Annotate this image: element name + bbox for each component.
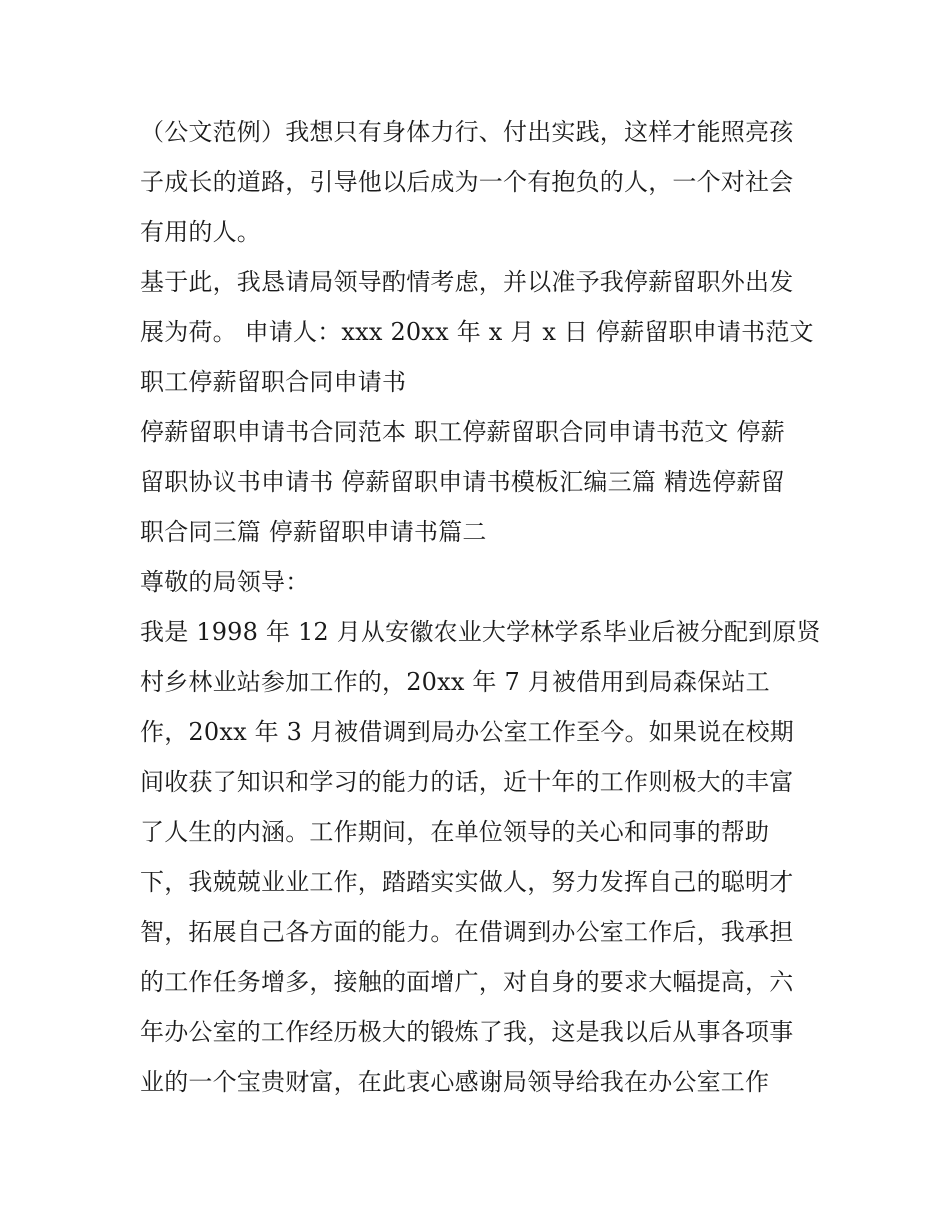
text-line: 村乡林业站参加工作的，20xx 年 7 月被借用到局森保站工	[140, 668, 770, 696]
text-line: 了人生的内涵。工作期间，在单位领导的关心和同事的帮助	[140, 818, 770, 846]
text-line: 有用的人。	[140, 218, 261, 246]
text-line: （公文范例）我想只有身体力行、付出实践，这样才能照亮孩	[140, 118, 794, 146]
text-line: 的工作任务增多，接触的面增广，对自身的要求大幅提高，六	[140, 968, 794, 996]
text-line: 子成长的道路，引导他以后成为一个有抱负的人，一个对社会	[140, 168, 794, 196]
text-line: 基于此，我恳请局领导酌情考虑，并以准予我停薪留职外出发	[140, 268, 794, 296]
text-line: 职工停薪留职合同申请书	[140, 368, 407, 396]
text-line: 停薪留职申请书合同范本 职工停薪留职合同申请书范文 停薪	[140, 418, 785, 446]
text-line: 下，我兢兢业业工作，踏踏实实做人，努力发挥自己的聪明才	[140, 868, 794, 896]
text-line: 我是 1998 年 12 月从安徽农业大学林学系毕业后被分配到原贤	[140, 618, 821, 646]
text-line: 间收获了知识和学习的能力的话，近十年的工作则极大的丰富	[140, 768, 794, 796]
text-line: 业的一个宝贵财富，在此衷心感谢局领导给我在办公室工作	[140, 1068, 770, 1096]
text-line: 作，20xx 年 3 月被借调到局办公室工作至今。如果说在校期	[140, 718, 794, 746]
text-line: 留职协议书申请书 停薪留职申请书模板汇编三篇 精选停薪留	[140, 468, 785, 496]
text-line: 尊敬的局领导：	[140, 568, 310, 596]
text-line: 职合同三篇 停薪留职申请书篇二	[140, 518, 487, 546]
document-body	[140, 107, 820, 1107]
text-line: 智，拓展自己各方面的能力。在借调到办公室工作后，我承担	[140, 918, 794, 946]
text-line: 展为荷。 申请人：xxx 20xx 年 x 月 x 日 停薪留职申请书范文	[140, 318, 814, 346]
text-line: 年办公室的工作经历极大的锻炼了我，这是我以后从事各项事	[140, 1018, 794, 1046]
